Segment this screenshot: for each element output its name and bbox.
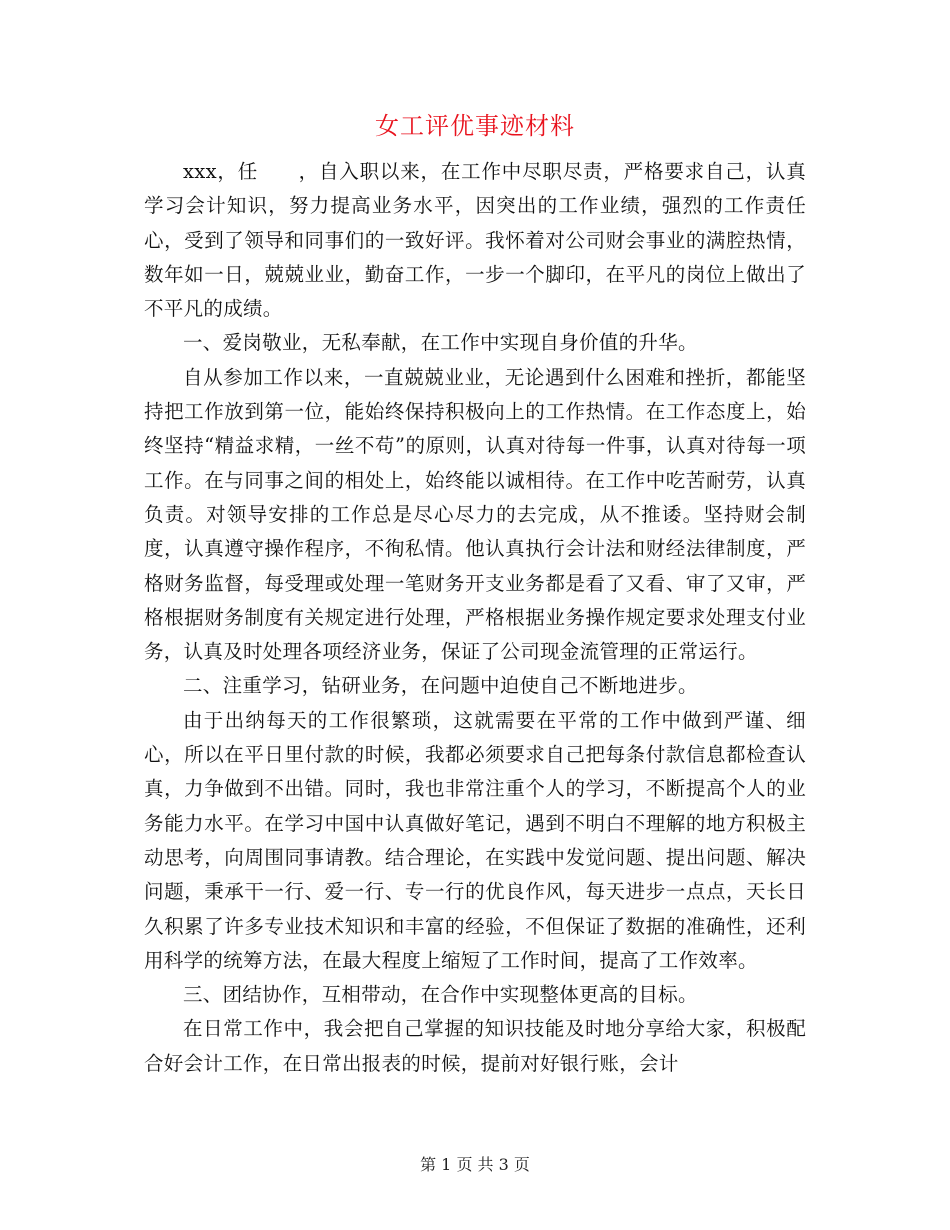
document-title: 女工评优事迹材料 [375, 112, 575, 140]
document-body [144, 155, 806, 1081]
paragraph-section-2: 由于出纳每天的工作很繁琐，这就需要在平常的工作中做到严谨、细心，所以在平日里付款的时候，我都必须要求自己把每条付款信息都检查认真，力争做到不出错。同时，我也非常注重个人的学习，不断提高个人的业务能力水平。在学习中国中认真做好笔记，遇到不明白不理解的地方积极主动思考，向周围同事请教。结合理论，在实践中发觉问题、提出问题、解决问题，秉承干一行、爱一行、专一行的优良作风，每天进步一点点，天长日久积累了许多专业技术知识和丰富的经验，不但保证了数据的准确性，还利用科学的统筹方法，在最大程度上缩短了工作时间，提高了工作效率。 [144, 708, 806, 972]
page-footer: 第 1 页 共 3 页 [420, 1155, 530, 1174]
section-heading-2: 二、注重学习，钻研业务，在问题中迫使自己不断地进步。 [183, 674, 698, 698]
paragraph-intro: xxx，任 ，自入职以来，在工作中尽职尽责，严格要求自己，认真学习会计知识，努力提高业务水平，因突出的工作业绩，强烈的工作责任心，受到了领导和同事们的一致好评。我怀着对公司财会事业的满腔热情，数年如一日，兢兢业业，勤奋工作，一步一个脚印，在平凡的岗位上做出了不平凡的成绩。 [144, 160, 806, 321]
paragraph-section-3: 在日常工作中，我会把自己掌握的知识技能及时地分享给大家，积极配合好会计工作，在日常出报表的时候，提前对好银行账，会计 [144, 1017, 806, 1075]
paragraph-section-1: 自从参加工作以来，一直兢兢业业，无论遇到什么困难和挫折，都能坚持把工作放到第一位，能始终保持积极向上的工作热情。在工作态度上，始终坚持“精益求精，一丝不苟”的原则，认真对待每一件事，认真对待每一项工作。在与同事之间的相处上，始终能以诚相待。在工作中吃苦耐劳，认真负责。对领导安排的工作总是尽心尽力的去完成，从不推诿。坚持财会制度，认真遵守操作程序，不徇私情。他认真执行会计法和财经法律制度，严格财务监督，每受理或处理一笔财务开支业务都是看了又看、审了又审，严格根据财务制度有关规定进行处理，严格根据业务操作规定要求处理支付业务，认真及时处理各项经济业务，保证了公司现金流管理的正常运行。 [144, 365, 806, 664]
section-heading-1: 一、爱岗敬业，无私奉献，在工作中实现自身价值的升华。 [183, 331, 698, 355]
section-heading-3: 三、团结协作，互相带动，在合作中实现整体更高的目标。 [183, 983, 698, 1007]
